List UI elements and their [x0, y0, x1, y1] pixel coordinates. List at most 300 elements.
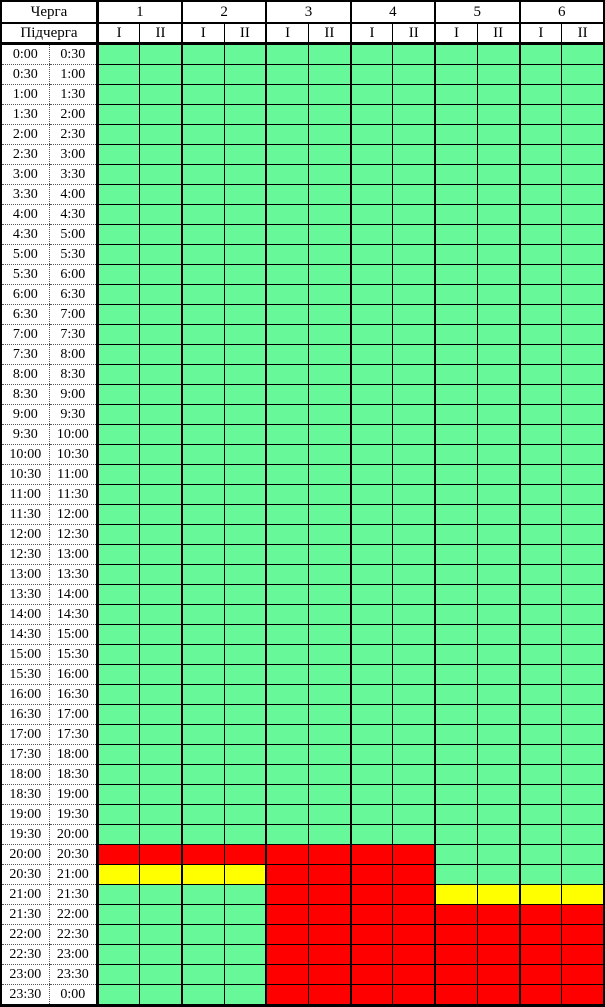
- schedule-cell: [266, 365, 308, 385]
- schedule-cell: [562, 385, 604, 405]
- schedule-cell: [140, 325, 182, 345]
- schedule-cell: [266, 345, 308, 365]
- schedule-cell: [266, 265, 308, 285]
- schedule-cell: [182, 945, 224, 965]
- schedule-cell: [97, 905, 139, 925]
- schedule-cell: [393, 785, 435, 805]
- schedule-cell: [140, 645, 182, 665]
- table-row: [1, 65, 604, 85]
- time-end-cell: 8:30: [49, 365, 97, 385]
- schedule-cell: [435, 285, 477, 305]
- time-end-cell: 2:30: [49, 125, 97, 145]
- time-end-cell: 18:30: [49, 765, 97, 785]
- schedule-cell: [97, 805, 139, 825]
- time-end-cell: 17:30: [49, 725, 97, 745]
- schedule-cell: [477, 985, 519, 1006]
- schedule-cell: [308, 265, 350, 285]
- schedule-cell: [520, 465, 562, 485]
- schedule-cell: [520, 625, 562, 645]
- schedule-cell: [520, 885, 562, 905]
- schedule-cell: [351, 405, 393, 425]
- time-start-cell: 10:00: [1, 445, 49, 465]
- time-end-cell: 10:00: [49, 425, 97, 445]
- schedule-cell: [562, 525, 604, 545]
- schedule-cell: [97, 305, 139, 325]
- schedule-cell: [224, 945, 266, 965]
- schedule-cell: [393, 445, 435, 465]
- schedule-cell: [477, 485, 519, 505]
- subqueue-number: II: [140, 23, 182, 44]
- schedule-cell: [520, 685, 562, 705]
- schedule-cell: [224, 665, 266, 685]
- schedule-cell: [477, 925, 519, 945]
- schedule-cell: [435, 665, 477, 685]
- table-row: [1, 785, 604, 805]
- time-start-cell: 13:30: [1, 585, 49, 605]
- schedule-cell: [477, 945, 519, 965]
- schedule-cell: [224, 465, 266, 485]
- schedule-cell: [435, 805, 477, 825]
- schedule-cell: [435, 405, 477, 425]
- schedule-cell: [97, 965, 139, 985]
- schedule-cell: [351, 585, 393, 605]
- schedule-cell: [351, 605, 393, 625]
- time-start-cell: 1:30: [1, 105, 49, 125]
- time-end-cell: 8:00: [49, 345, 97, 365]
- schedule-cell: [520, 125, 562, 145]
- schedule-cell: [393, 685, 435, 705]
- table-row: [1, 605, 604, 625]
- schedule-cell: [266, 765, 308, 785]
- schedule-cell: [435, 265, 477, 285]
- schedule-cell: [182, 465, 224, 485]
- schedule-cell: [351, 305, 393, 325]
- schedule-cell: [562, 205, 604, 225]
- queue-number: 3: [266, 1, 350, 23]
- schedule-cell: [140, 44, 182, 65]
- schedule-cell: [520, 825, 562, 845]
- schedule-cell: [477, 725, 519, 745]
- subqueue-number: II: [562, 23, 604, 44]
- schedule-cell: [393, 625, 435, 645]
- schedule-cell: [435, 85, 477, 105]
- schedule-cell: [520, 44, 562, 65]
- schedule-cell: [140, 565, 182, 585]
- schedule-cell: [393, 905, 435, 925]
- schedule-cell: [435, 565, 477, 585]
- schedule-cell: [97, 585, 139, 605]
- time-start-cell: 15:00: [1, 645, 49, 665]
- schedule-cell: [562, 44, 604, 65]
- schedule-cell: [182, 285, 224, 305]
- schedule-cell: [435, 365, 477, 385]
- schedule-cell: [140, 125, 182, 145]
- schedule-cell: [520, 925, 562, 945]
- schedule-cell: [182, 865, 224, 885]
- schedule-cell: [182, 105, 224, 125]
- table-row: [1, 385, 604, 405]
- schedule-cell: [140, 165, 182, 185]
- schedule-cell: [97, 725, 139, 745]
- schedule-cell: [435, 705, 477, 725]
- schedule-cell: [97, 825, 139, 845]
- schedule-cell: [140, 905, 182, 925]
- time-start-cell: 5:00: [1, 245, 49, 265]
- schedule-cell: [266, 245, 308, 265]
- schedule-cell: [266, 485, 308, 505]
- schedule-cell: [97, 505, 139, 525]
- subqueue-number: I: [520, 23, 562, 44]
- queue-number: 1: [97, 1, 181, 23]
- schedule-cell: [477, 805, 519, 825]
- schedule-cell: [562, 345, 604, 365]
- schedule-cell: [266, 945, 308, 965]
- schedule-cell: [477, 905, 519, 925]
- schedule-cell: [477, 545, 519, 565]
- schedule-cell: [435, 585, 477, 605]
- schedule-cell: [308, 585, 350, 605]
- schedule-cell: [308, 125, 350, 145]
- schedule-cell: [266, 145, 308, 165]
- schedule-cell: [351, 445, 393, 465]
- schedule-cell: [351, 845, 393, 865]
- schedule-cell: [520, 725, 562, 745]
- schedule-cell: [435, 65, 477, 85]
- schedule-cell: [308, 305, 350, 325]
- table-row: [1, 285, 604, 305]
- schedule-cell: [224, 505, 266, 525]
- schedule-cell: [520, 85, 562, 105]
- schedule-cell: [435, 205, 477, 225]
- schedule-cell: [435, 825, 477, 845]
- subqueue-header-label: Підчерга: [1, 23, 97, 44]
- schedule-cell: [477, 125, 519, 145]
- schedule-cell: [393, 765, 435, 785]
- schedule-cell: [520, 565, 562, 585]
- time-start-cell: 13:00: [1, 565, 49, 585]
- schedule-cell: [351, 745, 393, 765]
- schedule-cell: [266, 285, 308, 305]
- schedule-cell: [562, 145, 604, 165]
- schedule-cell: [97, 605, 139, 625]
- schedule-cell: [477, 645, 519, 665]
- schedule-cell: [477, 165, 519, 185]
- schedule-cell: [308, 645, 350, 665]
- schedule-cell: [435, 465, 477, 485]
- schedule-cell: [308, 425, 350, 445]
- time-start-cell: 6:30: [1, 305, 49, 325]
- schedule-cell: [435, 765, 477, 785]
- schedule-cell: [435, 925, 477, 945]
- subqueue-number: II: [308, 23, 350, 44]
- schedule-cell: [266, 545, 308, 565]
- time-end-cell: 15:00: [49, 625, 97, 645]
- schedule-cell: [140, 345, 182, 365]
- schedule-cell: [224, 85, 266, 105]
- schedule-cell: [562, 725, 604, 745]
- time-start-cell: 23:30: [1, 985, 49, 1006]
- schedule-cell: [266, 125, 308, 145]
- schedule-cell: [520, 745, 562, 765]
- schedule-cell: [97, 225, 139, 245]
- schedule-cell: [266, 685, 308, 705]
- schedule-cell: [97, 925, 139, 945]
- time-end-cell: 7:00: [49, 305, 97, 325]
- time-start-cell: 16:00: [1, 685, 49, 705]
- schedule-cell: [97, 185, 139, 205]
- schedule-cell: [224, 125, 266, 145]
- schedule-cell: [97, 44, 139, 65]
- schedule-cell: [224, 985, 266, 1006]
- schedule-cell: [393, 665, 435, 685]
- schedule-cell: [477, 585, 519, 605]
- schedule-cell: [140, 785, 182, 805]
- schedule-cell: [308, 385, 350, 405]
- table-row: [1, 885, 604, 905]
- schedule-cell: [224, 765, 266, 785]
- schedule-cell: [562, 425, 604, 445]
- table-row: [1, 445, 604, 465]
- table-row: [1, 345, 604, 365]
- time-start-cell: 11:30: [1, 505, 49, 525]
- time-start-cell: 17:30: [1, 745, 49, 765]
- schedule-cell: [351, 85, 393, 105]
- schedule-cell: [393, 465, 435, 485]
- schedule-cell: [351, 625, 393, 645]
- schedule-cell: [308, 905, 350, 925]
- schedule-cell: [435, 965, 477, 985]
- schedule-cell: [477, 505, 519, 525]
- schedule-cell: [351, 165, 393, 185]
- table-row: [1, 105, 604, 125]
- schedule-cell: [562, 365, 604, 385]
- schedule-cell: [140, 845, 182, 865]
- schedule-cell: [308, 745, 350, 765]
- time-start-cell: 9:30: [1, 425, 49, 445]
- schedule-cell: [266, 865, 308, 885]
- queue-header-label: Черга: [1, 1, 97, 23]
- schedule-cell: [520, 225, 562, 245]
- time-end-cell: 14:00: [49, 585, 97, 605]
- schedule-cell: [266, 625, 308, 645]
- schedule-cell: [266, 525, 308, 545]
- schedule-cell: [182, 825, 224, 845]
- schedule-cell: [97, 685, 139, 705]
- time-end-cell: 6:00: [49, 265, 97, 285]
- time-start-cell: 6:00: [1, 285, 49, 305]
- schedule-cell: [477, 225, 519, 245]
- time-end-cell: 16:30: [49, 685, 97, 705]
- time-start-cell: 18:30: [1, 785, 49, 805]
- time-start-cell: 19:00: [1, 805, 49, 825]
- schedule-cell: [266, 165, 308, 185]
- schedule-cell: [435, 985, 477, 1006]
- time-end-cell: 20:30: [49, 845, 97, 865]
- schedule-cell: [182, 365, 224, 385]
- queue-number: 6: [520, 1, 605, 23]
- schedule-cell: [140, 825, 182, 845]
- schedule-cell: [224, 965, 266, 985]
- time-end-cell: 12:30: [49, 525, 97, 545]
- schedule-cell: [520, 665, 562, 685]
- schedule-cell: [182, 485, 224, 505]
- time-start-cell: 10:30: [1, 465, 49, 485]
- time-start-cell: 22:00: [1, 925, 49, 945]
- schedule-cell: [308, 685, 350, 705]
- schedule-cell: [308, 365, 350, 385]
- schedule-cell: [266, 585, 308, 605]
- schedule-cell: [140, 485, 182, 505]
- schedule-cell: [97, 705, 139, 725]
- schedule-cell: [351, 485, 393, 505]
- schedule-cell: [520, 65, 562, 85]
- schedule-cell: [393, 225, 435, 245]
- time-start-cell: 0:30: [1, 65, 49, 85]
- time-start-cell: 8:30: [1, 385, 49, 405]
- schedule-cell: [520, 765, 562, 785]
- schedule-cell: [393, 525, 435, 545]
- table-row: [1, 225, 604, 245]
- schedule-cell: [182, 245, 224, 265]
- schedule-cell: [266, 65, 308, 85]
- schedule-cell: [562, 785, 604, 805]
- schedule-cell: [308, 985, 350, 1006]
- schedule-cell: [435, 945, 477, 965]
- subqueue-header-row: [1, 23, 604, 44]
- schedule-cell: [351, 425, 393, 445]
- schedule-cell: [97, 125, 139, 145]
- schedule-cell: [97, 525, 139, 545]
- schedule-cell: [393, 845, 435, 865]
- time-start-cell: 21:30: [1, 905, 49, 925]
- schedule-cell: [308, 885, 350, 905]
- schedule-cell: [140, 465, 182, 485]
- schedule-cell: [224, 405, 266, 425]
- schedule-cell: [393, 565, 435, 585]
- schedule-cell: [477, 365, 519, 385]
- schedule-cell: [224, 745, 266, 765]
- schedule-cell: [266, 225, 308, 245]
- queue-number: 5: [435, 1, 519, 23]
- schedule-cell: [520, 365, 562, 385]
- schedule-cell: [351, 685, 393, 705]
- schedule-cell: [351, 885, 393, 905]
- table-row: [1, 465, 604, 485]
- schedule-cell: [351, 65, 393, 85]
- time-end-cell: 19:30: [49, 805, 97, 825]
- schedule-cell: [520, 305, 562, 325]
- schedule-cell: [435, 225, 477, 245]
- schedule-cell: [520, 905, 562, 925]
- schedule-cell: [140, 885, 182, 905]
- schedule-cell: [477, 325, 519, 345]
- schedule-cell: [182, 505, 224, 525]
- table-row: [1, 945, 604, 965]
- schedule-cell: [266, 325, 308, 345]
- schedule-cell: [266, 565, 308, 585]
- schedule-cell: [562, 245, 604, 265]
- schedule-cell: [182, 425, 224, 445]
- schedule-cell: [182, 645, 224, 665]
- schedule-cell: [393, 245, 435, 265]
- schedule-cell: [140, 305, 182, 325]
- time-end-cell: 21:00: [49, 865, 97, 885]
- table-row: [1, 165, 604, 185]
- schedule-cell: [97, 425, 139, 445]
- time-end-cell: 17:00: [49, 705, 97, 725]
- schedule-cell: [182, 385, 224, 405]
- schedule-cell: [182, 445, 224, 465]
- schedule-cell: [224, 645, 266, 665]
- subqueue-number: I: [351, 23, 393, 44]
- schedule-cell: [140, 805, 182, 825]
- subqueue-number: II: [224, 23, 266, 44]
- schedule-cell: [351, 285, 393, 305]
- table-row: [1, 185, 604, 205]
- schedule-cell: [393, 945, 435, 965]
- schedule-cell: [140, 385, 182, 405]
- table-row: [1, 305, 604, 325]
- schedule-cell: [224, 105, 266, 125]
- schedule-cell: [351, 725, 393, 745]
- schedule-cell: [97, 445, 139, 465]
- schedule-cell: [308, 525, 350, 545]
- table-row: [1, 44, 604, 65]
- schedule-cell: [97, 165, 139, 185]
- schedule-cell: [140, 725, 182, 745]
- schedule-cell: [477, 405, 519, 425]
- schedule-cell: [224, 385, 266, 405]
- table-row: [1, 905, 604, 925]
- schedule-cell: [477, 145, 519, 165]
- schedule-cell: [182, 765, 224, 785]
- time-start-cell: 12:00: [1, 525, 49, 545]
- schedule-cell: [435, 245, 477, 265]
- schedule-cell: [182, 185, 224, 205]
- schedule-cell: [351, 245, 393, 265]
- schedule-cell: [562, 705, 604, 725]
- schedule-cell: [308, 405, 350, 425]
- table-row: [1, 565, 604, 585]
- schedule-cell: [97, 365, 139, 385]
- schedule-cell: [266, 605, 308, 625]
- schedule-cell: [477, 445, 519, 465]
- schedule-cell: [140, 145, 182, 165]
- schedule-cell: [435, 645, 477, 665]
- schedule-cell: [520, 485, 562, 505]
- schedule-cell: [266, 205, 308, 225]
- schedule-cell: [266, 505, 308, 525]
- time-start-cell: 3:00: [1, 165, 49, 185]
- time-start-cell: 16:30: [1, 705, 49, 725]
- schedule-cell: [562, 485, 604, 505]
- schedule-cell: [562, 585, 604, 605]
- schedule-cell: [308, 725, 350, 745]
- schedule-cell: [435, 125, 477, 145]
- schedule-cell: [351, 44, 393, 65]
- schedule-cell: [182, 725, 224, 745]
- schedule-cell: [140, 765, 182, 785]
- table-row: [1, 145, 604, 165]
- schedule-cell: [477, 345, 519, 365]
- schedule-cell: [266, 305, 308, 325]
- schedule-cell: [435, 845, 477, 865]
- schedule-cell: [562, 305, 604, 325]
- schedule-cell: [477, 245, 519, 265]
- schedule-cell: [477, 265, 519, 285]
- time-start-cell: 12:30: [1, 545, 49, 565]
- schedule-cell: [182, 565, 224, 585]
